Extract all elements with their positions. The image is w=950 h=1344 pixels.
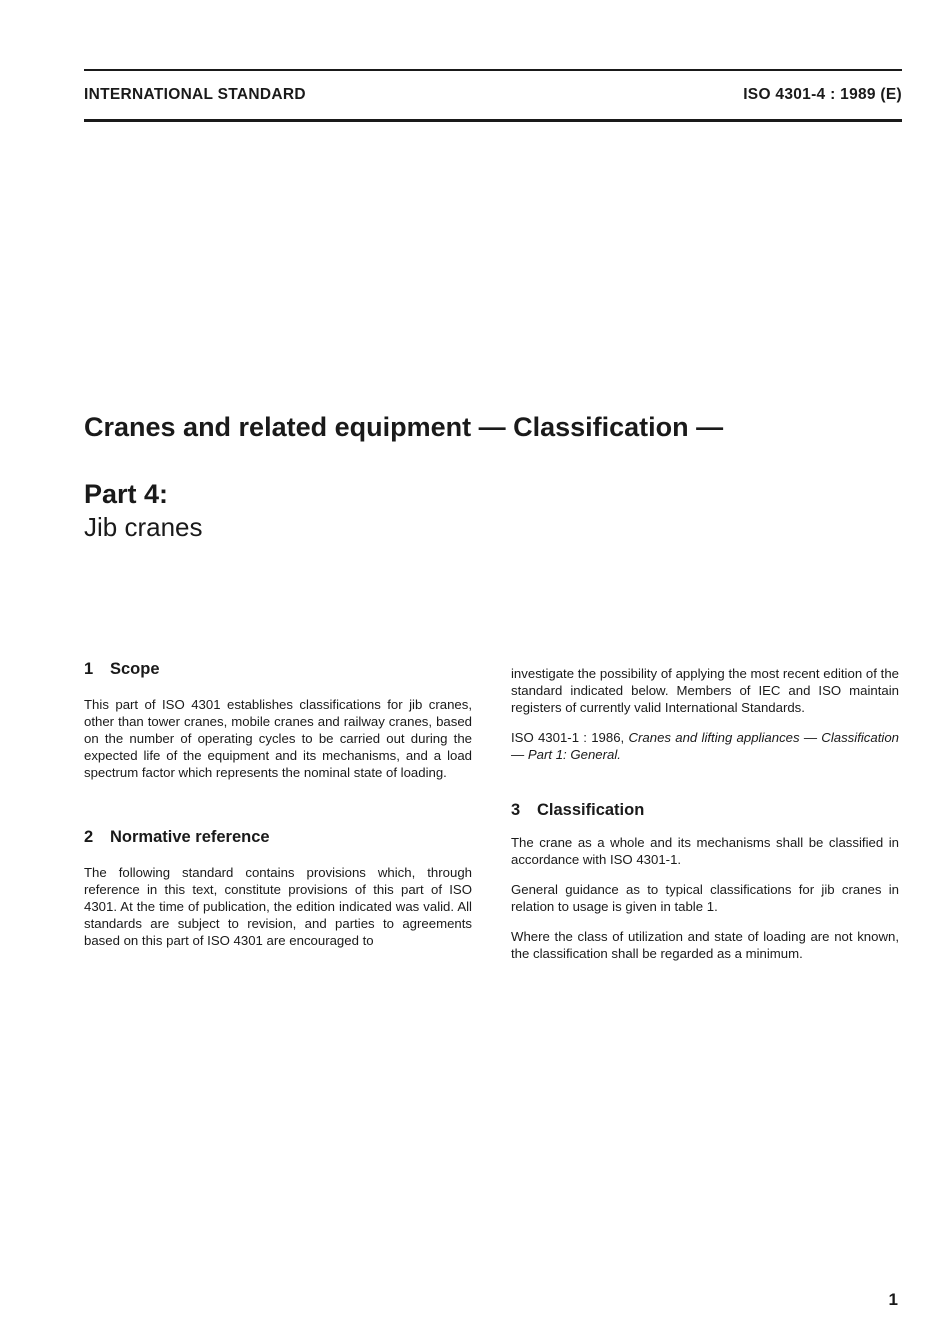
header-standard-number: ISO 4301-4 : 1989 (E) <box>743 86 902 103</box>
section-number: 3 <box>511 801 521 819</box>
section-2-heading <box>84 828 472 847</box>
header-rule-top <box>84 69 902 71</box>
section-number: 1 <box>84 660 94 678</box>
reference-entry <box>511 729 899 763</box>
scope-paragraph: This part of ISO 4301 establishes classifications for jib cranes, other than tower cranes, mobile cranes and railway cranes, based on the number of operating cycles to be carried out during the expected life of the equipment and its mechanisms, and a load spectrum factor which represents the nominal state of loading. <box>84 697 472 780</box>
header-rule-bottom <box>84 119 902 122</box>
normative-reference-paragraph-continued: investigate the possibility of applying the most recent edition of the standard indicated below. Members of IEC and ISO maintain registers of currently valid International Standards. <box>511 666 899 715</box>
section-number: 2 <box>84 828 94 846</box>
page-number: 1 <box>888 1290 898 1309</box>
reference-title: Cranes and lifting appliances — Classification — Part 1: General. <box>511 730 899 762</box>
classification-paragraph-3: Where the class of utilization and state of loading are not known, the classification shall be regarded as a minimum. <box>511 929 899 961</box>
document-subtitle: Jib cranes <box>84 512 203 542</box>
section-title: Scope <box>110 660 160 678</box>
document-title: Cranes and related equipment — Classification — <box>84 412 724 442</box>
section-1-heading <box>84 660 472 679</box>
section-title: Normative reference <box>110 828 270 846</box>
classification-paragraph-2: General guidance as to typical classifications for jib cranes in relation to usage is given in table 1. <box>511 882 899 914</box>
section-title: Classification <box>537 801 645 819</box>
right-column <box>511 665 899 962</box>
section-3-heading <box>511 801 899 820</box>
reference-number: ISO 4301-1 : 1986, <box>511 730 625 745</box>
normative-reference-paragraph: The following standard contains provisions which, through reference in this text, constitute provisions of this part of ISO 4301. At the time of publication, the edition indicated was valid. All standards are subject to revision, and parties to agreements based on this part of ISO 4301 are encouraged to <box>84 865 472 948</box>
classification-paragraph-1: The crane as a whole and its mechanisms shall be classified in accordance with ISO 4301-1. <box>511 835 899 867</box>
document-part: Part 4: <box>84 479 169 509</box>
left-column <box>84 660 472 949</box>
header-document-type: INTERNATIONAL STANDARD <box>84 86 306 103</box>
